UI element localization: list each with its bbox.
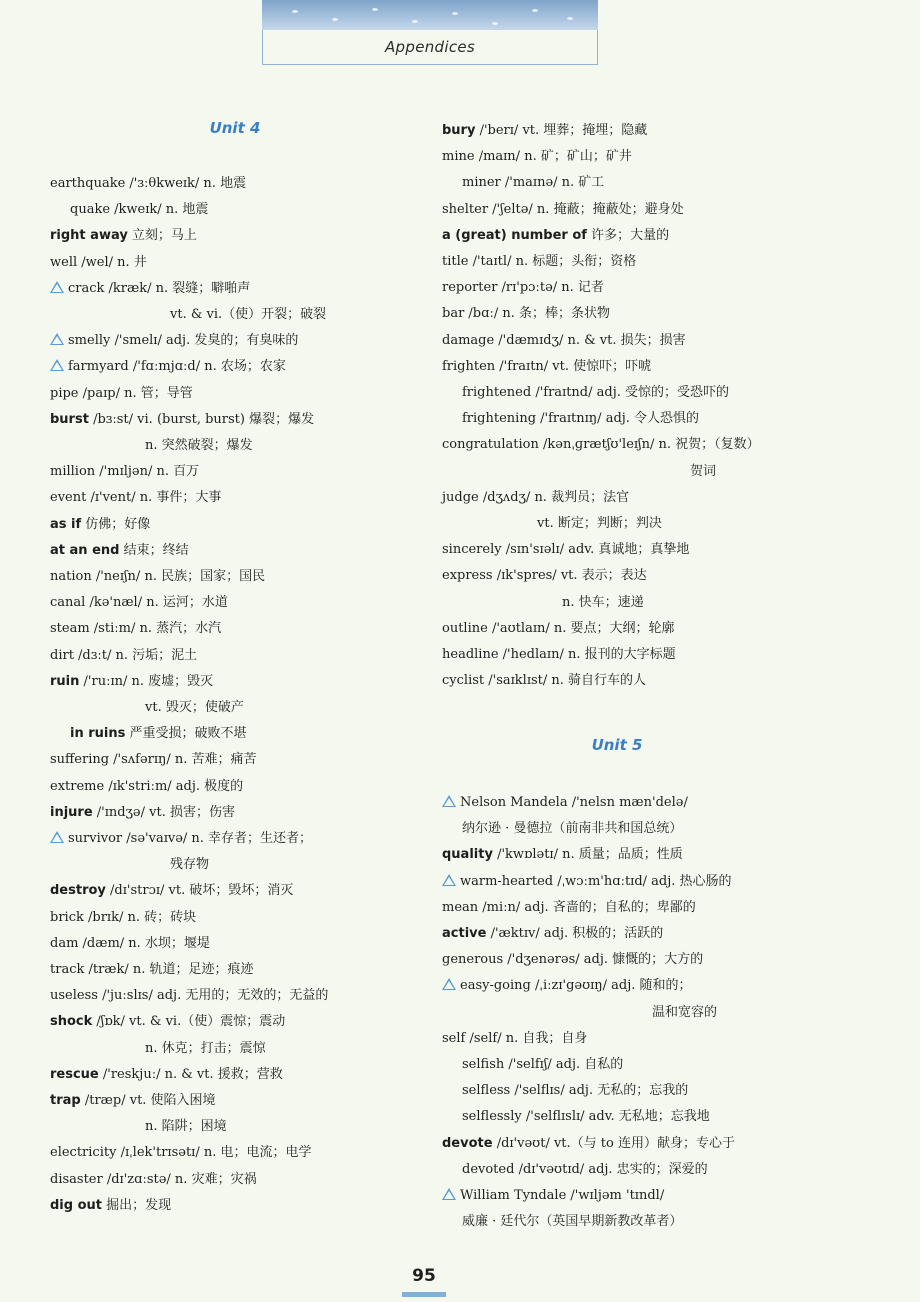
- entry-definition: /'maɪnə/ n. 矿工: [500, 175, 605, 191]
- glossary-entry: [50, 1145, 311, 1161]
- glossary-entry: [70, 726, 247, 742]
- entry-headword: extreme: [50, 778, 105, 794]
- banner-sky-image: [262, 0, 598, 30]
- entry-definition: /kənˌɡrætʃʊ'leɪʃn/ n. 祝贺；（复数）: [538, 437, 760, 453]
- entry-headword: easy-going: [460, 978, 531, 994]
- entry-headword: congratulation: [442, 437, 539, 453]
- entry-definition: /paɪp/ n. 管；导管: [78, 385, 193, 401]
- entry-headword: nation: [50, 569, 92, 584]
- glossary-entry: [562, 595, 644, 611]
- entry-definition: /dɪ'vəʊtɪd/ adj. 忠实的；深爱的: [514, 1161, 708, 1177]
- entry-headword: trap: [50, 1093, 81, 1108]
- entry-headword: as if: [50, 516, 82, 532]
- entry-headword: warm-hearted: [460, 873, 554, 889]
- entry-definition: /sə'vaɪvə/ n. 幸存者；生还者；: [122, 831, 313, 846]
- glossary-entry: [442, 568, 647, 584]
- entry-definition: /'selflɪs/ adj. 无私的；忘我的: [510, 1083, 689, 1099]
- entry-headword: bury: [442, 123, 476, 138]
- entry-headword: dig out: [50, 1197, 102, 1213]
- glossary-entry: [50, 569, 265, 585]
- glossary-entry: [442, 202, 684, 218]
- entry-headword: dirt: [50, 647, 74, 663]
- entry-headword: cyclist: [442, 673, 485, 689]
- glossary-entry: [50, 883, 293, 899]
- entry-headword: event: [50, 490, 87, 506]
- entry-definition: /'selfɪʃ/ adj. 自私的: [504, 1057, 624, 1072]
- glossary-entry: [50, 464, 199, 480]
- entry-definition: /dɜːt/ n. 污垢；泥土: [73, 647, 198, 663]
- glossary-entry: [170, 307, 326, 323]
- entry-headword: selfless: [462, 1083, 511, 1099]
- glossary-entry: [462, 175, 604, 191]
- unit-5-title: Unit 5: [591, 736, 643, 754]
- entry-definition: n. 陷阱；困境: [145, 1119, 227, 1135]
- glossary-entry: [462, 411, 699, 427]
- entry-definition: /'ɪndʒə/ vt. 损害；伤害: [92, 804, 235, 820]
- entry-headword: farmyard: [68, 359, 129, 375]
- entry-headword: destroy: [50, 883, 106, 899]
- glossary-entry: [462, 1109, 710, 1125]
- entry-headword: devoted: [462, 1161, 515, 1177]
- glossary-entry: [462, 1083, 688, 1099]
- entry-definition: 贺词: [690, 463, 717, 479]
- entry-definition: n. 休克；打击；震惊: [145, 1040, 266, 1056]
- glossary-entry: [50, 1172, 257, 1188]
- entry-definition: /bɑː/ n. 条；棒；条状物: [464, 306, 610, 322]
- entry-headword: brick: [50, 909, 84, 925]
- entry-headword: damage: [442, 332, 495, 348]
- glossary-entry: [145, 1119, 227, 1135]
- entry-headword: William Tyndale: [460, 1188, 567, 1203]
- entry-definition: /dɪ'vəʊt/ vt.（与 to 连用）献身；专心于: [492, 1135, 735, 1151]
- glossary-entry: [50, 543, 189, 559]
- entry-definition: /ɪ'vent/ n. 事件；大事: [86, 490, 222, 506]
- entry-definition: /'dæmɪdʒ/ n. & vt. 损失；损害: [494, 332, 686, 348]
- entry-definition: /ʃɒk/ vt. & vi.（使）震惊；震动: [92, 1014, 286, 1030]
- glossary-entry: [652, 1005, 717, 1021]
- glossary-entry: [50, 359, 286, 375]
- entry-headword: bar: [442, 306, 465, 322]
- entry-definition: 立刻；马上: [127, 228, 197, 244]
- entry-headword: disaster: [50, 1171, 103, 1187]
- entry-definition: n. 突然破裂；爆发: [145, 438, 253, 453]
- entry-definition: /wel/ n. 井: [77, 254, 147, 270]
- entry-headword: outline: [442, 620, 488, 636]
- glossary-entry: [145, 1041, 266, 1057]
- glossary-entry: [442, 978, 692, 994]
- glossary-entry: [442, 359, 651, 375]
- glossary-entry: [442, 437, 760, 453]
- entry-definition: /'neɪʃn/ n. 民族；国家；国民: [91, 569, 266, 584]
- entry-headword: pipe: [50, 385, 79, 401]
- entry-headword: express: [442, 568, 493, 584]
- glossary-entry: [442, 1188, 664, 1204]
- entry-definition: /'dʒenərəs/ adj. 慷慨的；大方的: [503, 952, 704, 968]
- entry-definition: 许多；大量的: [586, 227, 670, 243]
- page-number: 95: [402, 1264, 446, 1297]
- entry-headword: canal: [50, 595, 86, 611]
- glossary-entry: [50, 333, 298, 349]
- glossary-entry: [442, 900, 696, 916]
- glossary-entry: [442, 149, 632, 165]
- glossary-entry: [462, 1057, 623, 1073]
- entry-definition: /'saɪklɪst/ n. 骑自行车的人: [484, 673, 647, 689]
- entry-definition: /'taɪtl/ n. 标题；头衔；资格: [468, 254, 637, 269]
- entry-definition: /ɪˌlek'trɪsətɪ/ n. 电；电流；电学: [116, 1145, 312, 1161]
- entry-definition: /rɪ'pɔːtə/ n. 记者: [497, 280, 604, 296]
- glossary-entry: [50, 988, 328, 1004]
- glossary-entry: [50, 1014, 285, 1030]
- glossary-entry: [442, 621, 675, 637]
- entry-definition: 严重受损；破败不堪: [125, 726, 247, 742]
- entry-headword: shelter: [442, 201, 489, 217]
- entry-definition: 残存物: [170, 857, 210, 873]
- entry-headword: sincerely: [442, 542, 502, 558]
- triangle-marker-icon: [442, 1188, 456, 1200]
- triangle-marker-icon: [442, 795, 456, 807]
- entry-headword: Nelson Mandela: [460, 795, 568, 810]
- glossary-entry: [50, 648, 197, 664]
- entry-headword: quake: [70, 202, 111, 218]
- glossary-entry: [442, 1031, 587, 1047]
- entry-headword: self: [442, 1030, 466, 1046]
- banner-label-box: [262, 30, 598, 65]
- entry-definition: /'hedlaɪn/ n. 报刊的大字标题: [498, 647, 676, 662]
- entry-definition: /'fraɪtnɪŋ/ adj. 令人恐惧的: [536, 411, 700, 427]
- entry-definition: 掘出；发现: [102, 1197, 172, 1213]
- entry-headword: frighten: [442, 358, 496, 374]
- entry-headword: headline: [442, 647, 499, 662]
- entry-headword: a (great) number of: [442, 227, 587, 243]
- glossary-entry: [442, 673, 646, 689]
- glossary-entry: [50, 621, 221, 637]
- entry-headword: miner: [462, 175, 501, 191]
- entry-definition: /træp/ vt. 使陷入困境: [80, 1093, 216, 1108]
- glossary-entry: [442, 228, 669, 244]
- entry-headword: crack: [68, 280, 105, 296]
- entry-headword: million: [50, 464, 96, 480]
- entry-definition: /'berɪ/ vt. 埋葬；掩埋；隐藏: [475, 123, 648, 138]
- glossary-entry: [442, 333, 686, 349]
- entry-definition: /ˌwɔːm'hɑːtɪd/ adj. 热心肠的: [553, 873, 732, 889]
- entry-definition: /dɪ'strɔɪ/ vt. 破坏；毁坏；消灭: [105, 883, 294, 899]
- unit-4-title: Unit 4: [209, 119, 261, 137]
- glossary-entry: [50, 517, 150, 533]
- glossary-entry: [50, 1093, 216, 1109]
- entry-headword: quality: [442, 847, 493, 863]
- glossary-entry: [50, 281, 250, 297]
- glossary-entry: [442, 490, 629, 506]
- glossary-entry: [462, 821, 682, 837]
- entry-definition: /'æktɪv/ adj. 积极的；活跃的: [486, 926, 664, 941]
- glossary-entry: [442, 306, 610, 322]
- entry-definition: /dɪ'zɑːstə/ n. 灾难；灾祸: [102, 1171, 257, 1187]
- glossary-entry: [50, 674, 213, 690]
- entry-headword: dam: [50, 935, 79, 951]
- entry-definition: 威廉 · 廷代尔（英国早期新教改革者）: [462, 1214, 683, 1230]
- triangle-marker-icon: [50, 333, 64, 345]
- glossary-entry: [462, 1214, 682, 1230]
- entry-headword: rescue: [50, 1066, 99, 1082]
- glossary-entry: [442, 280, 604, 296]
- glossary-entry: [442, 952, 703, 968]
- glossary-entry: [50, 752, 257, 768]
- entry-definition: /'juːslɪs/ adj. 无用的；无效的；无益的: [97, 988, 329, 1004]
- entry-definition: /'sʌfərɪŋ/ n. 苦难；痛苦: [109, 752, 257, 768]
- glossary-entry: [50, 595, 228, 611]
- entry-definition: vt. 毁灭；使破产: [145, 700, 244, 715]
- entry-headword: electricity: [50, 1145, 117, 1161]
- glossary-entry: [50, 255, 147, 271]
- triangle-marker-icon: [50, 281, 64, 293]
- entry-definition: /sɪn'sɪəlɪ/ adv. 真诚地；真挚地: [501, 542, 690, 558]
- entry-headword: injure: [50, 804, 93, 820]
- entry-definition: /miːn/ adj. 吝啬的；自私的；卑鄙的: [478, 899, 696, 915]
- entry-definition: /self/ n. 自我；自身: [465, 1030, 588, 1046]
- entry-headword: selfish: [462, 1057, 505, 1072]
- entry-headword: mean: [442, 899, 479, 915]
- entry-definition: /'aʊtlaɪn/ n. 要点；大纲；轮廓: [487, 620, 675, 636]
- glossary-entry: [690, 464, 716, 480]
- entry-definition: /dæm/ n. 水坝；堰堤: [78, 935, 210, 951]
- glossary-entry: [50, 779, 243, 795]
- glossary-entry: [442, 874, 732, 890]
- entry-headword: smelly: [68, 333, 111, 349]
- glossary-entry: [442, 542, 689, 558]
- entry-definition: /'fraɪtnd/ adj. 受惊的；受恐吓的: [531, 385, 730, 400]
- entry-definition: /'ruːɪn/ n. 废墟；毁灭: [79, 673, 214, 689]
- glossary-entry: [442, 123, 647, 139]
- entry-definition: /'smelɪ/ adj. 发臭的；有臭味的: [110, 333, 299, 349]
- glossary-entry: [170, 857, 209, 873]
- entry-definition: /ˌiːzɪ'gəʊɪŋ/ adj. 随和的；: [530, 978, 692, 994]
- glossary-entry: [145, 438, 253, 454]
- glossary-entry: [50, 831, 312, 847]
- entry-definition: /ɪk'spres/ vt. 表示；表达: [492, 568, 647, 584]
- entry-headword: reporter: [442, 280, 498, 296]
- header-banner: [262, 0, 598, 66]
- entry-headword: survivor: [68, 831, 123, 846]
- glossary-entry: [462, 1162, 708, 1178]
- entry-headword: mine: [442, 149, 475, 165]
- entry-headword: earthquake: [50, 176, 126, 191]
- entry-definition: /'fraɪtn/ vt. 使惊吓；吓唬: [495, 358, 652, 374]
- entry-headword: ruin: [50, 673, 80, 689]
- entry-headword: generous: [442, 952, 504, 968]
- entry-definition: /'selflɪslɪ/ adv. 无私地；忘我地: [521, 1109, 710, 1125]
- glossary-entry: [50, 936, 210, 952]
- glossary-entry: [50, 412, 314, 428]
- entry-definition: 结束；终结: [119, 542, 189, 558]
- glossary-entry: [462, 385, 729, 401]
- glossary-entry: [50, 490, 221, 506]
- entry-headword: track: [50, 962, 85, 977]
- entry-definition: /'fɑːmjɑːd/ n. 农场；农家: [128, 359, 286, 375]
- entry-definition: /kræk/ n. 裂缝；噼啪声: [104, 280, 251, 296]
- glossary-entry: [50, 962, 254, 978]
- entry-definition: 仿佛；好像: [81, 516, 151, 532]
- entry-definition: /'ʃeltə/ n. 掩蔽；掩蔽处；避身处: [488, 201, 684, 217]
- entry-headword: steam: [50, 621, 90, 637]
- entry-definition: /'mɪljən/ n. 百万: [95, 464, 200, 480]
- glossary-entry: [70, 202, 208, 218]
- entry-definition: /maɪn/ n. 矿；矿山；矿井: [474, 149, 632, 165]
- glossary-entry: [442, 847, 683, 863]
- entry-headword: devote: [442, 1135, 493, 1151]
- entry-headword: suffering: [50, 752, 110, 768]
- entry-headword: right away: [50, 228, 128, 244]
- entry-definition: 温和宽容的: [652, 1004, 718, 1020]
- section-title: Appendices: [384, 38, 476, 56]
- entry-definition: /brɪk/ n. 砖；砖块: [83, 909, 197, 925]
- glossary-entry: [50, 386, 193, 402]
- entry-headword: selflessly: [462, 1109, 522, 1125]
- entry-definition: /'nelsn mæn'delə/: [567, 795, 688, 810]
- entry-definition: /ɪk'striːm/ adj. 极度的: [104, 778, 244, 794]
- glossary-entry: [50, 1067, 283, 1083]
- glossary-entry: [50, 910, 196, 926]
- triangle-marker-icon: [442, 874, 456, 886]
- glossary-entry: [50, 176, 246, 192]
- glossary-entry: [50, 1198, 171, 1214]
- glossary-entry: [442, 795, 688, 811]
- entry-headword: well: [50, 254, 78, 270]
- entry-definition: /stiːm/ n. 蒸汽；水汽: [89, 621, 222, 637]
- entry-definition: /'ɜːθkweɪk/ n. 地震: [125, 176, 247, 191]
- entry-headword: useless: [50, 988, 98, 1004]
- glossary-entry: [442, 647, 676, 663]
- glossary-entry: [442, 254, 636, 270]
- entry-headword: title: [442, 254, 469, 269]
- glossary-entry: [50, 805, 235, 821]
- entry-headword: burst: [50, 411, 89, 427]
- glossary-entry: [442, 926, 663, 942]
- entry-definition: /'reskjuː/ n. & vt. 援救；营救: [98, 1066, 283, 1082]
- entry-definition: /bɜːst/ vi. (burst, burst) 爆裂；爆发: [88, 411, 315, 427]
- entry-definition: vt. & vi.（使）开裂；破裂: [170, 307, 327, 322]
- entry-definition: /dʒʌdʒ/ n. 裁判员；法官: [478, 489, 630, 505]
- glossary-entry: [50, 228, 197, 244]
- entry-definition: /kə'næl/ n. 运河；水道: [85, 595, 228, 611]
- entry-headword: frightening: [462, 411, 537, 427]
- entry-headword: frightened: [462, 385, 532, 400]
- entry-headword: at an end: [50, 542, 120, 558]
- entry-definition: n. 快车；速递: [562, 594, 644, 610]
- entry-definition: /træk/ n. 轨道；足迹；痕迹: [84, 962, 254, 977]
- triangle-marker-icon: [442, 978, 456, 990]
- entry-definition: 纳尔逊 · 曼德拉（前南非共和国总统）: [462, 821, 683, 837]
- triangle-marker-icon: [50, 359, 64, 371]
- entry-definition: vt. 断定；判断；判决: [537, 516, 662, 531]
- entry-definition: /'kwɒlətɪ/ n. 质量；品质；性质: [492, 847, 683, 863]
- glossary-entry: [442, 1136, 735, 1152]
- entry-headword: shock: [50, 1014, 93, 1030]
- entry-headword: active: [442, 926, 487, 941]
- triangle-marker-icon: [50, 831, 64, 843]
- glossary-entry: [537, 516, 662, 532]
- glossary-entry: [145, 700, 244, 716]
- entry-headword: judge: [442, 489, 479, 505]
- entry-headword: in ruins: [70, 726, 126, 742]
- entry-definition: /kweɪk/ n. 地震: [110, 202, 209, 218]
- entry-definition: /'wɪljəm 'tɪndl/: [566, 1188, 665, 1203]
